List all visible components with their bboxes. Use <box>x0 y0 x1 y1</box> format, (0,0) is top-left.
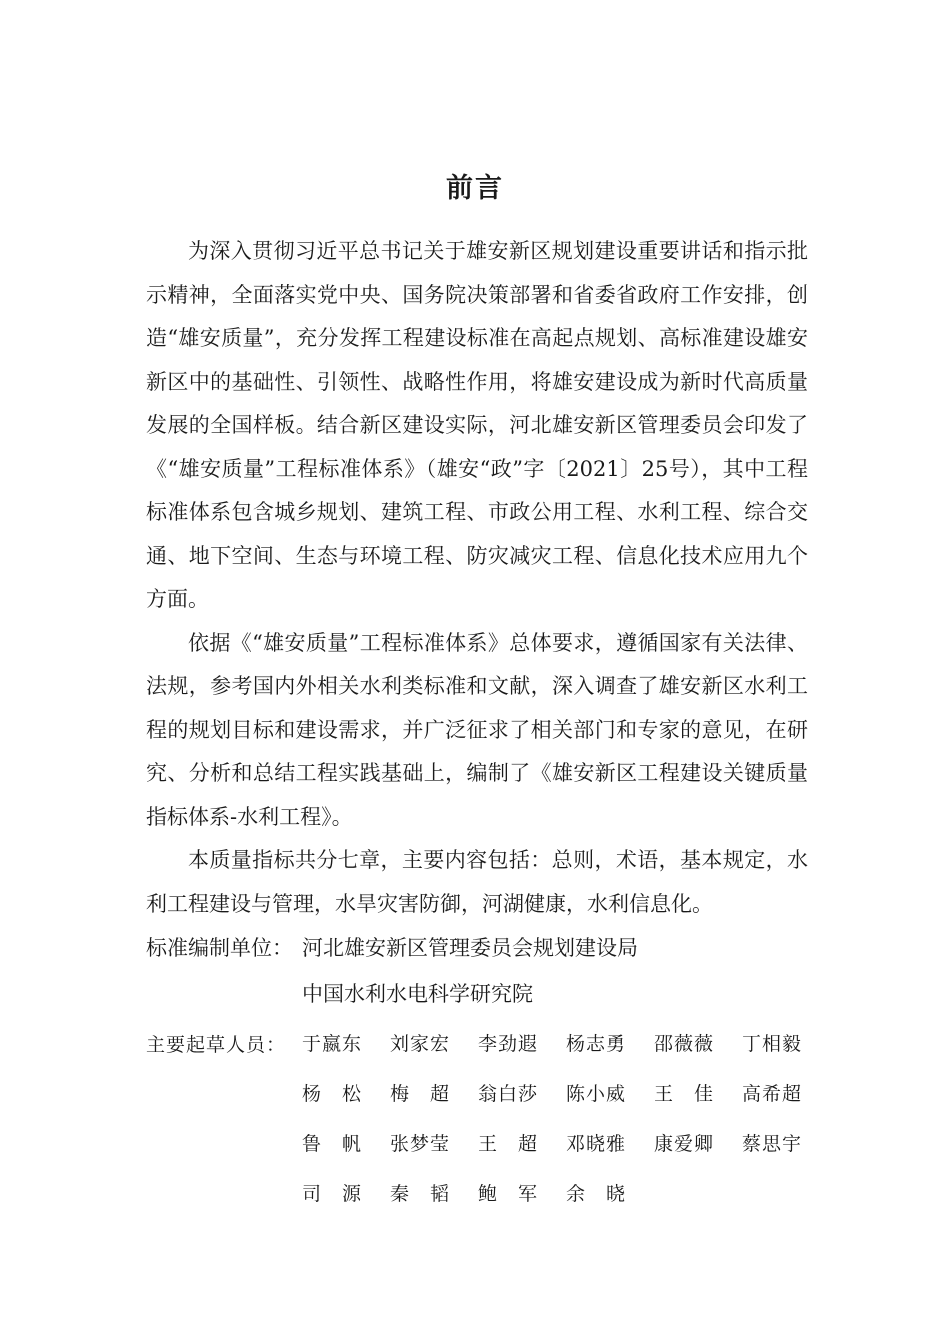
paragraph: 依据《“雄安质量”工程标准体系》总体要求，遵循国家有关法律、法规，参考国内外相关水利类标准和文献，深入调查了雄安新区水利工程的规划目标和建设需求，并广泛征求了相关部门和专家的意见，在研究、分析和总结工程实践基础上，编制了《雄安新区工程建设关键质量指标体系-水利工程》。 <box>146 630 808 829</box>
drafter-name: 梅 超 <box>390 1083 451 1105</box>
unit-item: 河北雄安新区管理委员会规划建设局 <box>302 936 638 960</box>
paragraph: 本质量指标共分七章，主要内容包括：总则，术语，基本规定，水利工程建设与管理，水旱灾害防御，河湖健康，水利信息化。 <box>146 848 808 916</box>
drafter-name: 蔡思宇 <box>742 1133 803 1155</box>
drafter-name: 陈小威 <box>566 1083 627 1105</box>
drafter-name: 杨志勇 <box>566 1033 627 1055</box>
drafter-name: 王 佳 <box>654 1083 715 1105</box>
drafter-name: 鲁 帆 <box>302 1133 363 1155</box>
drafter-name: 丁相毅 <box>742 1033 803 1055</box>
drafter-name: 张梦莹 <box>390 1133 451 1155</box>
drafter-name: 刘家宏 <box>390 1033 451 1055</box>
unit-item: 中国水利水电科学研究院 <box>302 982 533 1006</box>
drafter-name: 邵薇薇 <box>654 1033 715 1055</box>
page-title: 前言 <box>446 173 504 204</box>
drafter-name: 李劲遐 <box>478 1033 539 1055</box>
drafter-name: 于嬴东 <box>302 1033 363 1055</box>
drafters-label: 主要起草人员： <box>146 1034 287 1056</box>
drafter-name: 王 超 <box>478 1133 539 1155</box>
drafter-name: 康爱卿 <box>654 1133 715 1155</box>
drafter-name: 翁白莎 <box>478 1083 539 1105</box>
drafter-name: 高希超 <box>742 1083 803 1105</box>
drafter-name: 秦 韬 <box>390 1183 451 1205</box>
drafters-names <box>302 1024 822 1224</box>
paragraph: 为深入贯彻习近平总书记关于雄安新区规划建设重要讲话和指示批示精神，全面落实党中央、国务院决策部署和省委省政府工作安排，创造“雄安质量”，充分发挥工程建设标准在高起点规划、高标准建设雄安新区中的基础性、引领性、战略性作用，将雄安建设成为新时代高质量发展的全国样板。结合新区建设实际，河北雄安新区管理委员会印发了《“雄安质量”工程标准体系》（雄安“政”字〔2021〕25号），其中工程标准体系包含城乡规划、建筑工程、市政公用工程、水利工程、综合交通、地下空间、生态与环境工程、防灾减灾工程、信息化技术应用九个方面。 <box>146 239 808 611</box>
units-label: 标准编制单位： <box>146 936 293 960</box>
compiling-units <box>146 926 638 1016</box>
drafter-name: 余 晓 <box>566 1183 627 1205</box>
drafter-name: 杨 松 <box>302 1083 363 1105</box>
drafter-name: 司 源 <box>302 1183 363 1205</box>
preface-body <box>146 230 808 926</box>
drafter-name: 鲍 军 <box>478 1183 539 1205</box>
drafter-name: 邓晓雅 <box>566 1133 627 1155</box>
